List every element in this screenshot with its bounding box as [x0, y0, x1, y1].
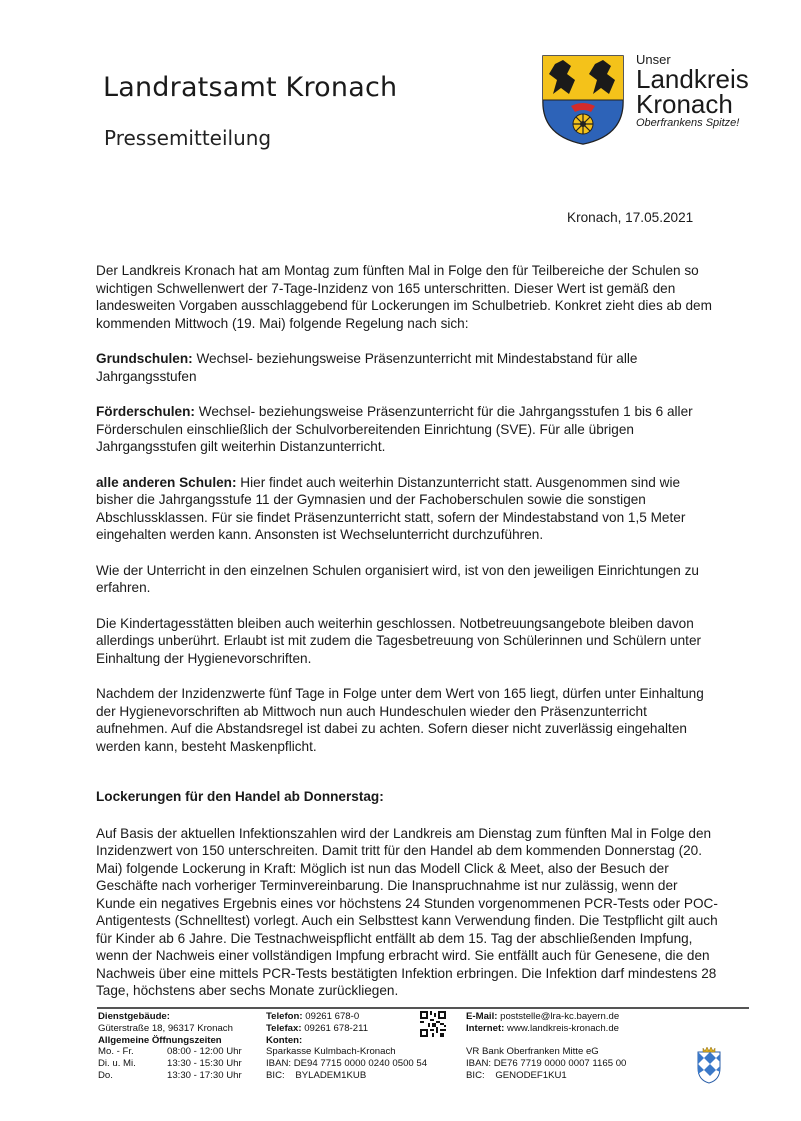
email-label: E-Mail: — [466, 1011, 498, 1022]
telefon-label: Telefon: — [266, 1011, 303, 1022]
grundschulen-paragraph — [96, 350, 720, 385]
foerderschulen-label: Förderschulen: — [96, 404, 195, 419]
hours-label: Allgemeine Öffnungszeiten — [98, 1034, 222, 1046]
footer-address-block — [98, 1011, 263, 1082]
email-value: poststelle@lra-kc.bayern.de — [497, 1011, 620, 1022]
bank1-bic: BIC: BYLADEM1KUB — [266, 1069, 367, 1081]
brand-logo — [636, 52, 766, 130]
handel-heading: Lockerungen für den Handel ab Donnerstag: — [96, 789, 384, 804]
handel-paragraph: Auf Basis der aktuellen Infektionszahlen wird der Landkreis am Dienstag zum fünften Mal in Folge den Inzidenzwert von 150 unterschreiten. Damit tritt für den Handel ab dem kommenden Donnerstag (20. Mai) folgende Lockerung in Kraft: Möglich ist nun das Modell Click & Meet, also der Besuch der Geschäfte nach vorheriger Terminvereinbarung. Die Inanspruchnahme ist nur zulässig, wenn der Kunde ein negatives Ergebnis eines vor höchstens 24 Stunden vorgenommenen PCR-Tests oder POC-Antigentests (Schnelltest) vorlegt. Auch ein Selbsttest kann Verwendung finden. Die Testpflicht gilt auch für Kinder ab 6 Jahre. Die Testnachweispflicht entfällt ab dem 15. Tag der abschließenden Impfung, wenn der Nachweis einer vollständigen Impfung erbracht wird. Sie entfällt auch für Genesene, die den Nachweis über eine mittels PCR-Tests bestätigten Infektion erbringen. Die Infektion darf mindestens 28 Tage, höchstens aber sechs Monate zurückliegen. — [96, 825, 718, 998]
hundeschulen-paragraph: Nachdem der Inzidenzwerte fünf Tage in Folge unter dem Wert von 165 liegt, dürfen unter Einhaltung der Hygienevorschriften ab Mittwoch nun auch Hundeschulen wieder den Präsenzunterricht aufnehmen. Auf die Abstandsregel ist dabei zu achten. Sofern dieser nicht zuverlässig eingehalten werden kann, besteht Maskenpflicht. — [96, 686, 704, 754]
telefax-label: Telefax: — [266, 1022, 302, 1034]
brand-line-2: Landkreis — [636, 64, 749, 94]
hours-time: 08:00 - 12:00 Uhr — [167, 1046, 242, 1058]
org-title: Landratsamt Kronach — [103, 72, 398, 103]
press-date: Kronach, 17.05.2021 — [567, 210, 694, 225]
grundschulen-label: Grundschulen: — [96, 351, 193, 366]
foerderschulen-text: Wechsel- beziehungsweise Präsenzunterricht für die Jahrgangsstufen 1 bis 6 aller Förderschulen einschließlich der Schulvorbereitenden Einrichtung (SVE). Für alle übrigen Jahrgangsstufen gilt weiterhin Distanzunterricht. — [96, 404, 693, 454]
building-label: Dienstgebäude: — [98, 1011, 170, 1022]
andere-schulen-paragraph — [96, 474, 720, 544]
bavaria-coat-of-arms-icon — [694, 1046, 724, 1084]
bank2-bic: BIC: GENODEF1KU1 — [466, 1069, 567, 1081]
hours-row — [98, 1070, 263, 1082]
hours-time: 13:30 - 17:30 Uhr — [167, 1069, 242, 1081]
grundschulen-text: Wechsel- beziehungsweise Präsenzunterricht mit Mindestabstand für alle Jahrgangsstufen — [96, 351, 638, 384]
hours-time: 13:30 - 15:30 Uhr — [167, 1058, 242, 1070]
internet-value: www.landkreis-kronach.de — [504, 1022, 620, 1034]
bank2-name: VR Bank Oberfranken Mitte eG — [466, 1046, 599, 1058]
hours-days: Do. — [98, 1069, 113, 1081]
foerderschulen-paragraph — [96, 403, 720, 456]
andere-schulen-label: alle anderen Schulen: — [96, 474, 237, 490]
andere-schulen-text: Hier findet auch weiterhin Distanzunterricht statt. Ausgenommen sind wie bisher die Jahrgangsstufe 11 der Gymnasien und der Fachoberschulen sowie die sonstigen Abschlussklassen. Für sie findet Präsenzunterricht statt, sofern der Mindestabstand von 1,5 Meter eingehalten werden kann. Ansonsten ist Wechselunterricht durchzuführen. — [96, 474, 686, 542]
telefon-value: 09261 678-0 — [302, 1011, 360, 1022]
bank1-iban: IBAN: DE94 7715 0000 0240 0500 54 — [266, 1058, 428, 1070]
internet-label: Internet: — [466, 1022, 505, 1034]
footer-divider — [97, 1007, 749, 1009]
hours-row — [98, 1058, 263, 1070]
hours-days: Di. u. Mi. — [98, 1058, 136, 1070]
bank1-name: Sparkasse Kulmbach-Kronach — [266, 1046, 396, 1058]
bank2-iban: IBAN: DE76 7719 0000 0007 1165 00 — [466, 1058, 627, 1070]
building-address: Güterstraße 18, 96317 Kronach — [98, 1022, 233, 1034]
document-type: Pressemitteilung — [104, 126, 272, 150]
brand-tagline: Oberfrankens Spitze! — [636, 117, 740, 129]
footer-contact-block — [266, 1011, 428, 1082]
kita-paragraph: Die Kindertagesstätten bleiben auch weiterhin geschlossen. Notbetreuungsangebote bleiben davon allerdings unberührt. Erlaubt ist mit zudem die Tagesbetreuung von Schülerinnen und Schülern unter Einhaltung der Hygienevorschriften. — [96, 615, 702, 666]
hours-row — [98, 1046, 263, 1058]
konten-label: Konten: — [266, 1034, 303, 1046]
press-body — [96, 262, 720, 1018]
intro-paragraph: Der Landkreis Kronach hat am Montag zum fünften Mal in Folge den für Teilbereiche der Schulen so wichtigen Schwellenwert der 7-Tage-Inzidenz von 165 unterschritten. Dieser Wert ist gemäß den landesweiten Vorgaben ausschlaggebend für Lockerungen im Schulbetrieb. Konkret zieht dies ab dem kommenden Mittwoch (19. Mai) folgende Regelung nach sich: — [96, 263, 712, 331]
qr-code-icon — [420, 1011, 446, 1037]
organisation-paragraph: Wie der Unterricht in den einzelnen Schulen organisiert wird, ist von den jeweiligen Einrichtungen zu erfahren. — [96, 562, 699, 595]
hours-days: Mo. - Fr. — [98, 1046, 134, 1058]
brand-line-1: Unser — [636, 52, 671, 67]
brand-line-3: Kronach — [636, 89, 733, 119]
footer-online-block — [466, 1011, 666, 1082]
kronach-coat-of-arms-icon — [541, 54, 625, 146]
telefax-value: 09261 678-211 — [301, 1022, 369, 1034]
